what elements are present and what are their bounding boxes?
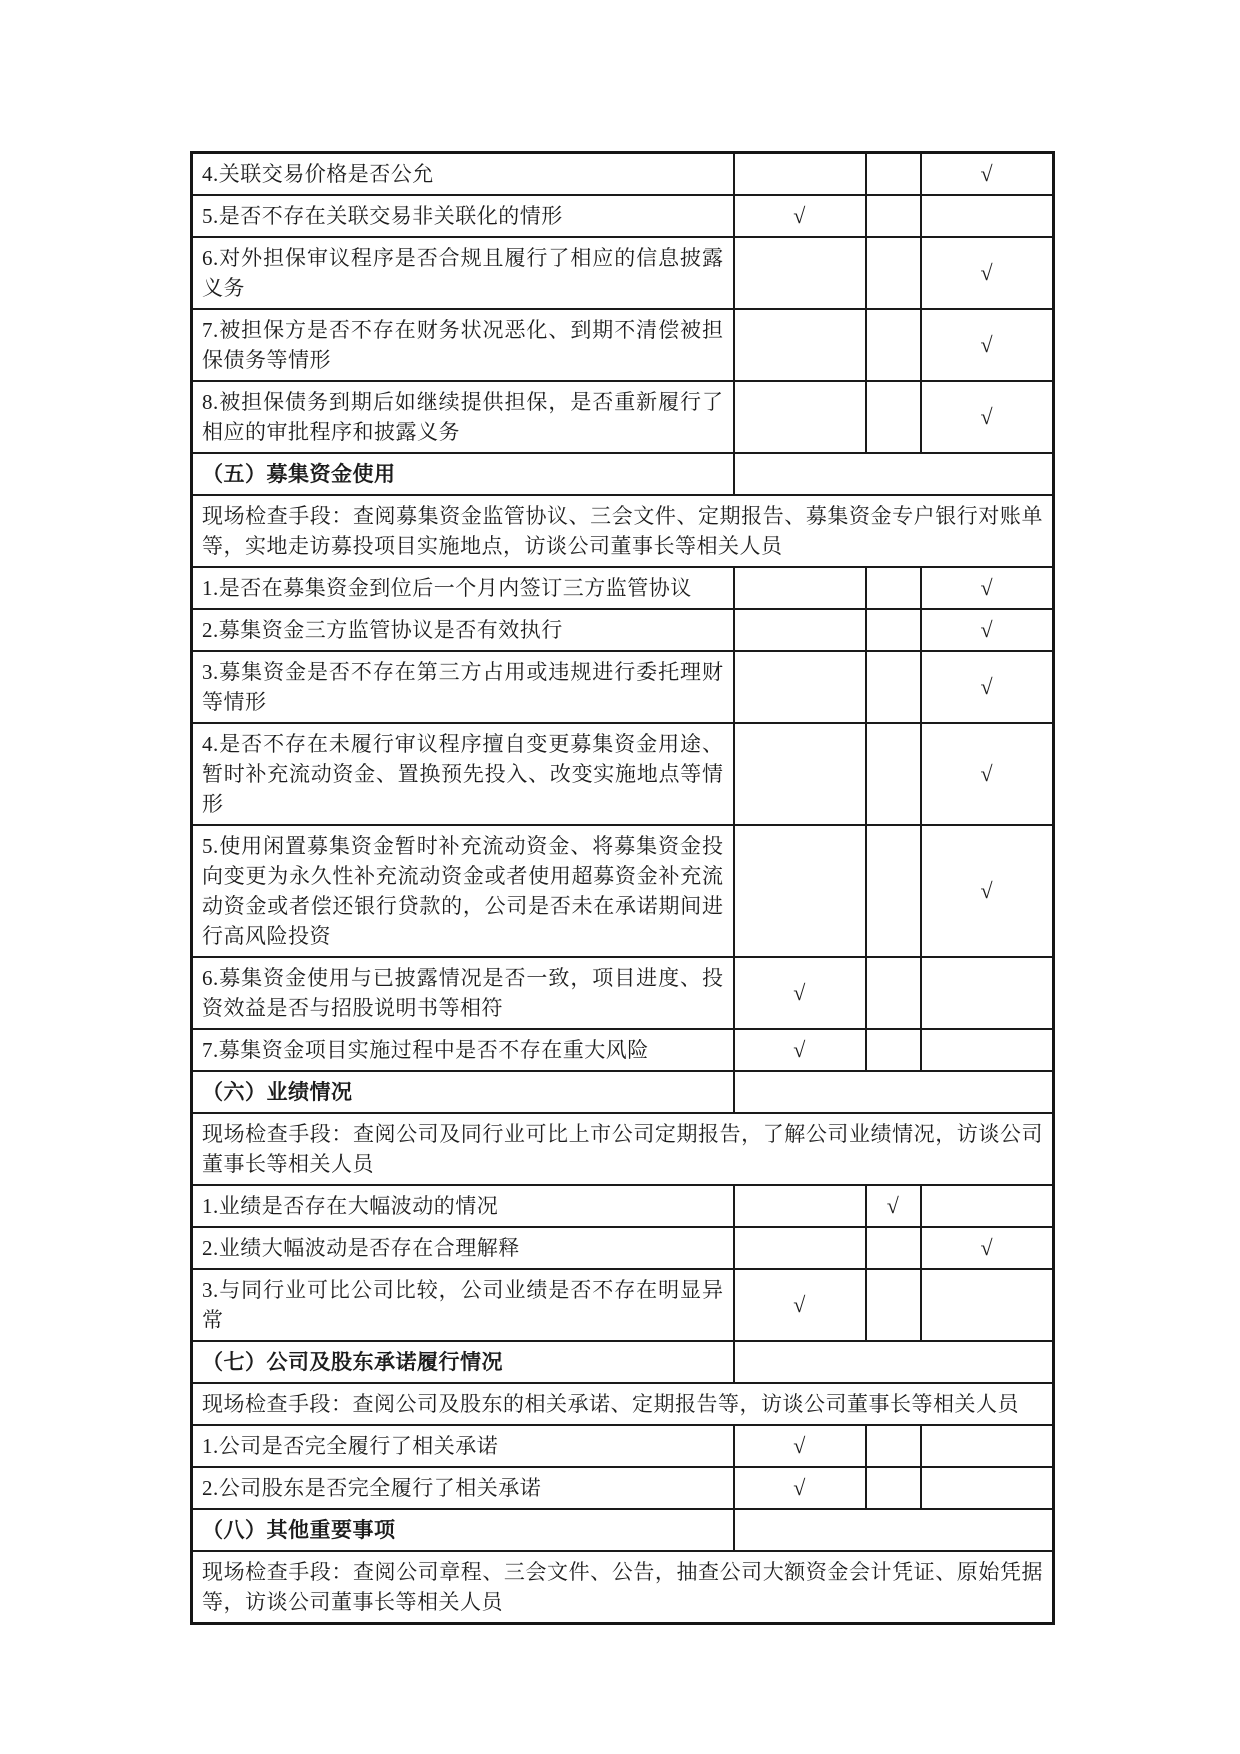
question-row bbox=[192, 237, 1054, 309]
check-cell-col2 bbox=[866, 825, 921, 957]
check-cell-col1 bbox=[734, 567, 866, 609]
check-cell-col1 bbox=[734, 1467, 866, 1509]
question-row bbox=[192, 309, 1054, 381]
check-mark: √ bbox=[980, 332, 994, 357]
check-cell-col2 bbox=[866, 381, 921, 453]
section-row bbox=[192, 1341, 1054, 1383]
check-cell-col1 bbox=[734, 651, 866, 723]
check-cell-col1 bbox=[734, 957, 866, 1029]
check-cell-col1 bbox=[734, 825, 866, 957]
check-cell-col1 bbox=[734, 1269, 866, 1341]
check-mark: √ bbox=[980, 575, 994, 600]
check-mark: √ bbox=[980, 617, 994, 642]
check-cell-col3 bbox=[921, 957, 1054, 1029]
question-cell: 3.募集资金是否不存在第三方占用或违规进行委托理财等情形 bbox=[192, 651, 734, 723]
check-cell-col2 bbox=[866, 609, 921, 651]
check-cell-col3 bbox=[921, 1029, 1054, 1071]
section-row bbox=[192, 1071, 1054, 1113]
check-mark: √ bbox=[793, 1292, 806, 1317]
check-mark: √ bbox=[793, 1037, 806, 1062]
question-cell: 3.与同行业可比公司比较，公司业绩是否不存在明显异常 bbox=[192, 1269, 734, 1341]
question-row bbox=[192, 957, 1054, 1029]
question-cell: 1.公司是否完全履行了相关承诺 bbox=[192, 1425, 734, 1467]
check-cell-col2 bbox=[866, 309, 921, 381]
check-cell-col3 bbox=[921, 609, 1054, 651]
check-cell-col2 bbox=[866, 651, 921, 723]
check-cell-col2 bbox=[866, 1029, 921, 1071]
check-cell-col3 bbox=[921, 1185, 1054, 1227]
question-row bbox=[192, 825, 1054, 957]
question-cell: 1.业绩是否存在大幅波动的情况 bbox=[192, 1185, 734, 1227]
check-cell-col3 bbox=[921, 195, 1054, 237]
check-cell-col3 bbox=[921, 237, 1054, 309]
check-cell-col1 bbox=[734, 1029, 866, 1071]
section-spacer-cell bbox=[734, 1509, 1054, 1551]
check-cell-col1 bbox=[734, 237, 866, 309]
question-row bbox=[192, 1269, 1054, 1341]
question-row bbox=[192, 153, 1054, 196]
question-row bbox=[192, 1467, 1054, 1509]
section-spacer-cell bbox=[734, 1341, 1054, 1383]
inspection-checklist-table bbox=[190, 151, 1055, 1625]
check-cell-col2 bbox=[866, 1425, 921, 1467]
check-mark: √ bbox=[980, 878, 994, 903]
question-row bbox=[192, 1029, 1054, 1071]
check-cell-col3 bbox=[921, 381, 1054, 453]
question-cell: 2.公司股东是否完全履行了相关承诺 bbox=[192, 1467, 734, 1509]
question-row bbox=[192, 195, 1054, 237]
question-cell: 6.募集资金使用与已披露情况是否一致，项目进度、投资效益是否与招股说明书等相符 bbox=[192, 957, 734, 1029]
check-cell-col2 bbox=[866, 957, 921, 1029]
check-mark: √ bbox=[980, 761, 994, 786]
method-cell: 现场检查手段：查阅公司章程、三会文件、公告，抽查公司大额资金会计凭证、原始凭据等，访谈公司董事长等相关人员 bbox=[192, 1551, 1054, 1624]
check-cell-col1 bbox=[734, 153, 866, 196]
check-mark: √ bbox=[980, 260, 994, 285]
question-row bbox=[192, 651, 1054, 723]
question-row bbox=[192, 723, 1054, 825]
question-row bbox=[192, 381, 1054, 453]
checklist-rows bbox=[192, 153, 1054, 1624]
question-cell: 5.是否不存在关联交易非关联化的情形 bbox=[192, 195, 734, 237]
check-cell-col3 bbox=[921, 1227, 1054, 1269]
check-mark: √ bbox=[793, 1433, 806, 1458]
check-cell-col3 bbox=[921, 1269, 1054, 1341]
check-cell-col3 bbox=[921, 651, 1054, 723]
check-cell-col1 bbox=[734, 1227, 866, 1269]
check-cell-col3 bbox=[921, 825, 1054, 957]
check-cell-col1 bbox=[734, 1425, 866, 1467]
question-cell: 4.关联交易价格是否公允 bbox=[192, 153, 734, 196]
question-cell: 8.被担保债务到期后如继续提供担保，是否重新履行了相应的审批程序和披露义务 bbox=[192, 381, 734, 453]
method-cell: 现场检查手段：查阅募集资金监管协议、三会文件、定期报告、募集资金专户银行对账单等，实地走访募投项目实施地点，访谈公司董事长等相关人员 bbox=[192, 495, 1054, 567]
method-row bbox=[192, 1113, 1054, 1185]
check-cell-col1 bbox=[734, 309, 866, 381]
check-cell-col3 bbox=[921, 309, 1054, 381]
question-cell: 5.使用闲置募集资金暂时补充流动资金、将募集资金投向变更为永久性补充流动资金或者使用超募资金补充流动资金或者偿还银行贷款的，公司是否未在承诺期间进行高风险投资 bbox=[192, 825, 734, 957]
check-cell-col3 bbox=[921, 723, 1054, 825]
question-cell: 2.业绩大幅波动是否存在合理解释 bbox=[192, 1227, 734, 1269]
check-mark: √ bbox=[980, 674, 994, 699]
check-cell-col2 bbox=[866, 723, 921, 825]
check-cell-col2 bbox=[866, 1467, 921, 1509]
check-cell-col1 bbox=[734, 723, 866, 825]
method-cell: 现场检查手段：查阅公司及同行业可比上市公司定期报告，了解公司业绩情况，访谈公司董事长等相关人员 bbox=[192, 1113, 1054, 1185]
section-spacer-cell bbox=[734, 453, 1054, 495]
question-cell: 7.被担保方是否不存在财务状况恶化、到期不清偿被担保债务等情形 bbox=[192, 309, 734, 381]
question-row bbox=[192, 1227, 1054, 1269]
question-row bbox=[192, 1185, 1054, 1227]
check-mark: √ bbox=[793, 1475, 806, 1500]
method-cell: 现场检查手段：查阅公司及股东的相关承诺、定期报告等，访谈公司董事长等相关人员 bbox=[192, 1383, 1054, 1425]
question-cell: 7.募集资金项目实施过程中是否不存在重大风险 bbox=[192, 1029, 734, 1071]
question-cell: 4.是否不存在未履行审议程序擅自变更募集资金用途、暂时补充流动资金、置换预先投入、改变实施地点等情形 bbox=[192, 723, 734, 825]
check-mark: √ bbox=[793, 980, 806, 1005]
check-cell-col1 bbox=[734, 609, 866, 651]
section-row bbox=[192, 453, 1054, 495]
question-row bbox=[192, 1425, 1054, 1467]
question-cell: 6.对外担保审议程序是否合规且履行了相应的信息披露义务 bbox=[192, 237, 734, 309]
check-mark: √ bbox=[886, 1193, 900, 1218]
check-cell-col3 bbox=[921, 153, 1054, 196]
check-cell-col3 bbox=[921, 1467, 1054, 1509]
check-mark: √ bbox=[793, 203, 806, 228]
question-row bbox=[192, 609, 1054, 651]
check-cell-col2 bbox=[866, 153, 921, 196]
section-title-cell: （六）业绩情况 bbox=[192, 1071, 734, 1113]
section-title-cell: （七）公司及股东承诺履行情况 bbox=[192, 1341, 734, 1383]
method-row bbox=[192, 495, 1054, 567]
check-cell-col1 bbox=[734, 381, 866, 453]
question-row bbox=[192, 567, 1054, 609]
method-row bbox=[192, 1551, 1054, 1624]
check-cell-col2 bbox=[866, 237, 921, 309]
section-row bbox=[192, 1509, 1054, 1551]
check-cell-col2 bbox=[866, 567, 921, 609]
check-cell-col3 bbox=[921, 1425, 1054, 1467]
check-mark: √ bbox=[980, 1235, 994, 1260]
check-mark: √ bbox=[980, 404, 994, 429]
method-row bbox=[192, 1383, 1054, 1425]
check-cell-col2 bbox=[866, 1185, 921, 1227]
check-cell-col2 bbox=[866, 195, 921, 237]
check-cell-col1 bbox=[734, 1185, 866, 1227]
section-spacer-cell bbox=[734, 1071, 1054, 1113]
check-cell-col2 bbox=[866, 1227, 921, 1269]
check-cell-col2 bbox=[866, 1269, 921, 1341]
check-cell-col3 bbox=[921, 567, 1054, 609]
section-title-cell: （五）募集资金使用 bbox=[192, 453, 734, 495]
check-cell-col1 bbox=[734, 195, 866, 237]
check-mark: √ bbox=[980, 161, 994, 186]
question-cell: 2.募集资金三方监管协议是否有效执行 bbox=[192, 609, 734, 651]
question-cell: 1.是否在募集资金到位后一个月内签订三方监管协议 bbox=[192, 567, 734, 609]
section-title-cell: （八）其他重要事项 bbox=[192, 1509, 734, 1551]
